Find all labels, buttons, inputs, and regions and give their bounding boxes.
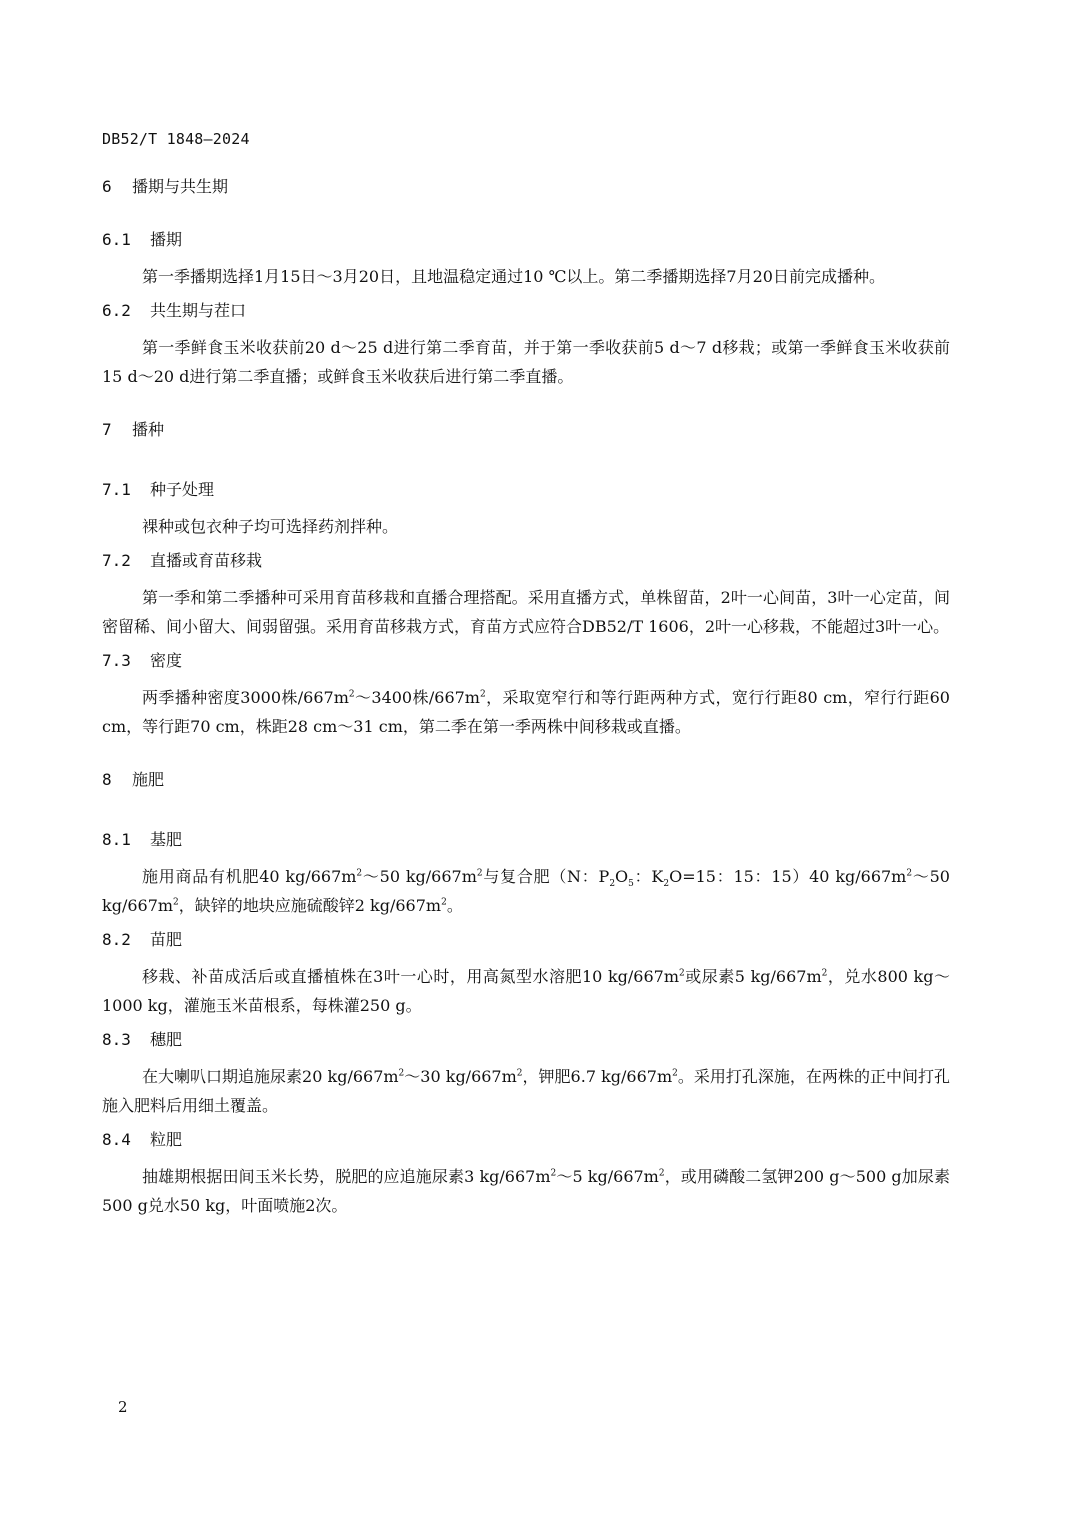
clause-heading-7-2: 7.2 直播或育苗移栽	[102, 551, 263, 570]
standard-code: DB52/T 1848—2024	[102, 130, 250, 148]
paragraph-7-1: 裸种或包衣种子均可选择药剂拌种。	[142, 517, 399, 536]
clause-heading-7-1: 7.1 种子处理	[102, 480, 215, 499]
clause-heading-8-3: 8.3 穗肥	[102, 1030, 183, 1049]
paragraph-7-3: 两季播种密度3000株$/667m^2\sim 3400$株$/667m^2$，采取宽窄行和等行距两种方式，宽行行距80 cm，窄行行距60 cm，等行距70 cm，株距28 cm～31 cm，第二季在第一季两株中间移栽或直播。	[102, 688, 950, 736]
clause-heading-6-2: 6.2 共生期与茬口	[102, 301, 247, 320]
document-body	[102, 174, 950, 1220]
clause-heading-8-4: 8.4 粒肥	[102, 1130, 183, 1149]
paragraph-8-4: 抽雄期根据田间玉米长势，脱肥的应追施尿素3 $kg/667m^2\sim 5$ $kg/667m^2$，或用磷酸二氢钾200 g～500 g加尿素500 g兑水50 kg，叶面喷施2次。	[102, 1167, 950, 1215]
paragraph-6-2: 第一季鲜食玉米收获前20 d～25 d进行第二季育苗，并于第一季收获前5 d～7 d移栽；或第一季鲜食玉米收获前15 d～20 d进行第二季直播；或鲜食玉米收获后进行第二季直播。	[102, 338, 950, 386]
paragraph-8-2: 移栽、补苗成活后或直播植株在3叶一心时，用高氮型水溶肥10 $kg/667m^2$或尿素5 $kg/667m^2$，兑水800 kg～1000 kg，灌施玉米苗根系，每株灌250 g。	[102, 967, 950, 1015]
clause-heading-8-1: 8.1 基肥	[102, 830, 183, 849]
paragraph-7-2: 第一季和第二季播种可采用育苗移栽和直播合理搭配。采用直播方式，单株留苗，2叶一心间苗，3叶一心定苗，间密留稀、间小留大、间弱留强。采用育苗移栽方式，育苗方式应符合DB52/T 1606，2叶一心移栽，不能超过3叶一心。	[102, 588, 950, 636]
paragraph-8-3: 在大喇叭口期追施尿素20 $kg/667m^2\sim 30$ $kg/667m^2$，钾肥6.7 $kg/667m^2$。采用打孔深施，在两株的正中间打孔施入肥料后用细土覆盖。	[102, 1067, 950, 1115]
clause-heading-6-1: 6.1 播期	[102, 230, 183, 249]
chapter-heading-6: 6 播期与共生期	[102, 177, 229, 196]
paragraph-6-1: 第一季播期选择1月15日～3月20日，且地温稳定通过10 ℃以上。第二季播期选择7月20日前完成播种。	[142, 267, 885, 286]
chapter-heading-7: 7 播种	[102, 420, 165, 439]
paragraph-8-1: 施用商品有机肥40 $kg/667m^2\sim 50$ $kg/667m^2$与复合肥（N：$P_2O_5$：$K_2O=15$：15：15）40 $kg/667m^2\sim 50$ $kg/667m^2$，缺锌的地块应施硫酸锌2 $kg/667m^2$。	[102, 867, 950, 915]
clause-heading-8-2: 8.2 苗肥	[102, 930, 183, 949]
page-number: 2	[118, 1398, 128, 1416]
clause-heading-7-3: 7.3 密度	[102, 651, 183, 670]
chapter-heading-8: 8 施肥	[102, 770, 165, 789]
